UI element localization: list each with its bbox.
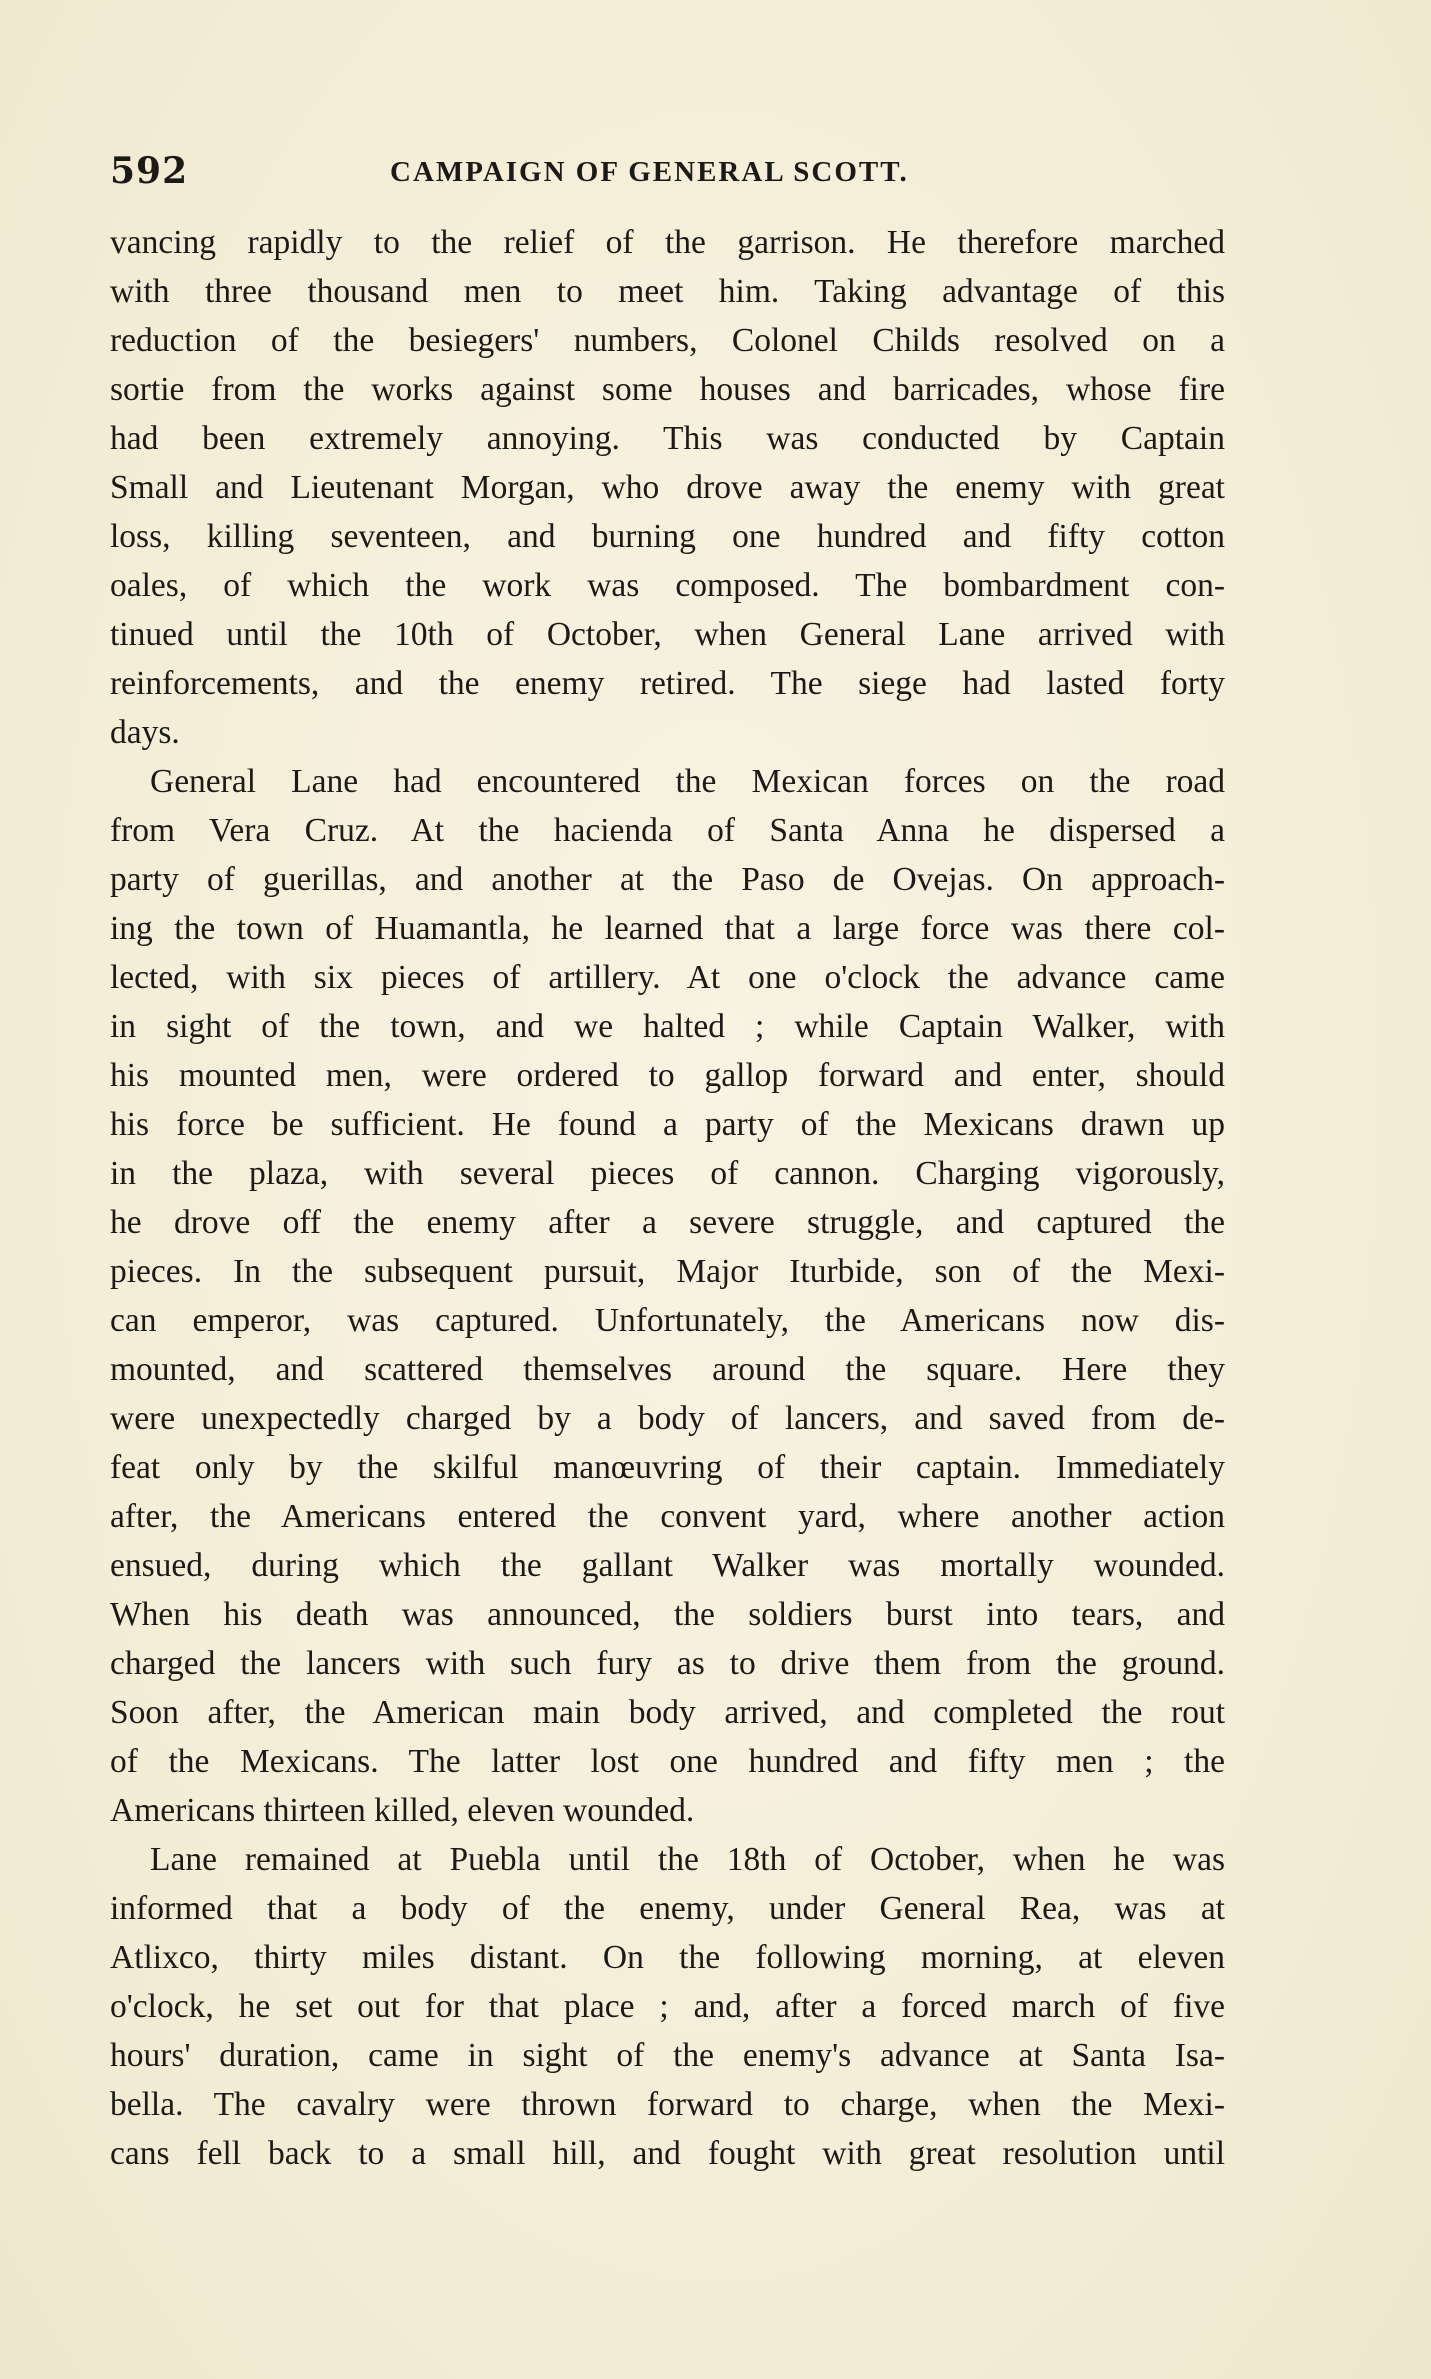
- text-line: days.: [110, 714, 180, 751]
- text-line: feat only by the skilful manœuvring of their captain. Immediately: [110, 1449, 1225, 1486]
- text-line: reinforcements, and the enemy retired. The siege had lasted forty: [110, 665, 1225, 702]
- text-line: hours' duration, came in sight of the enemy's advance at Santa Isa-: [110, 2037, 1225, 2074]
- text-line: pieces. In the subsequent pursuit, Major Iturbide, son of the Mexi-: [110, 1253, 1225, 1290]
- text-line: mounted, and scattered themselves around the square. Here they: [110, 1351, 1225, 1388]
- text-line: had been extremely annoying. This was conducted by Captain: [110, 420, 1225, 457]
- text-line: his mounted men, were ordered to gallop forward and enter, should: [110, 1057, 1225, 1094]
- paragraph-first-line: Lane remained at Puebla until the 18th of October, when he was: [150, 1841, 1225, 1878]
- text-line: were unexpectedly charged by a body of lancers, and saved from de-: [110, 1400, 1225, 1437]
- text-line: Americans thirteen killed, eleven wounded.: [110, 1792, 695, 1829]
- text-line: after, the Americans entered the convent yard, where another action: [110, 1498, 1225, 1535]
- text-line: in the plaza, with several pieces of cannon. Charging vigorously,: [110, 1155, 1225, 1192]
- text-line: sortie from the works against some houses and barricades, whose fire: [110, 371, 1225, 408]
- text-line: with three thousand men to meet him. Taking advantage of this: [110, 273, 1225, 310]
- text-line: oales, of which the work was composed. The bombardment con-: [110, 567, 1225, 604]
- text-line: charged the lancers with such fury as to drive them from the ground.: [110, 1645, 1225, 1682]
- text-line: Atlixco, thirty miles distant. On the following morning, at eleven: [110, 1939, 1225, 1976]
- text-line: vancing rapidly to the relief of the garrison. He therefore marched: [110, 224, 1225, 261]
- text-line: of the Mexicans. The latter lost one hundred and fifty men ; the: [110, 1743, 1225, 1780]
- body-text: [110, 218, 1225, 2178]
- text-line: tinued until the 10th of October, when General Lane arrived with: [110, 616, 1225, 653]
- text-line: reduction of the besiegers' numbers, Colonel Childs resolved on a: [110, 322, 1225, 359]
- page-number: 592: [110, 150, 189, 192]
- text-line: Small and Lieutenant Morgan, who drove away the enemy with great: [110, 469, 1225, 506]
- text-line: Soon after, the American main body arrived, and completed the rout: [110, 1694, 1225, 1731]
- page-header: [110, 150, 1225, 200]
- text-line: can emperor, was captured. Unfortunately, the Americans now dis-: [110, 1302, 1225, 1339]
- text-line: his force be sufficient. He found a party of the Mexicans drawn up: [110, 1106, 1225, 1143]
- paragraph-first-line: General Lane had encountered the Mexican forces on the road: [150, 763, 1225, 800]
- text-line: o'clock, he set out for that place ; and, after a forced march of five: [110, 1988, 1225, 2025]
- text-line: informed that a body of the enemy, under General Rea, was at: [110, 1890, 1225, 1927]
- text-line: ing the town of Huamantla, he learned that a large force was there col-: [110, 910, 1225, 947]
- text-line: When his death was announced, the soldiers burst into tears, and: [110, 1596, 1225, 1633]
- text-line: lected, with six pieces of artillery. At one o'clock the advance came: [110, 959, 1225, 996]
- text-line: ensued, during which the gallant Walker was mortally wounded.: [110, 1547, 1225, 1584]
- text-line: from Vera Cruz. At the hacienda of Santa Anna he dispersed a: [110, 812, 1225, 849]
- text-line: party of guerillas, and another at the Paso de Ovejas. On approach-: [110, 861, 1225, 898]
- text-line: he drove off the enemy after a severe struggle, and captured the: [110, 1204, 1225, 1241]
- text-line: in sight of the town, and we halted ; while Captain Walker, with: [110, 1008, 1225, 1045]
- text-line: bella. The cavalry were thrown forward to charge, when the Mexi-: [110, 2086, 1225, 2123]
- running-head: CAMPAIGN OF GENERAL SCOTT.: [390, 156, 909, 188]
- text-line: loss, killing seventeen, and burning one hundred and fifty cotton: [110, 518, 1225, 555]
- text-line: cans fell back to a small hill, and fought with great resolution until: [110, 2135, 1225, 2172]
